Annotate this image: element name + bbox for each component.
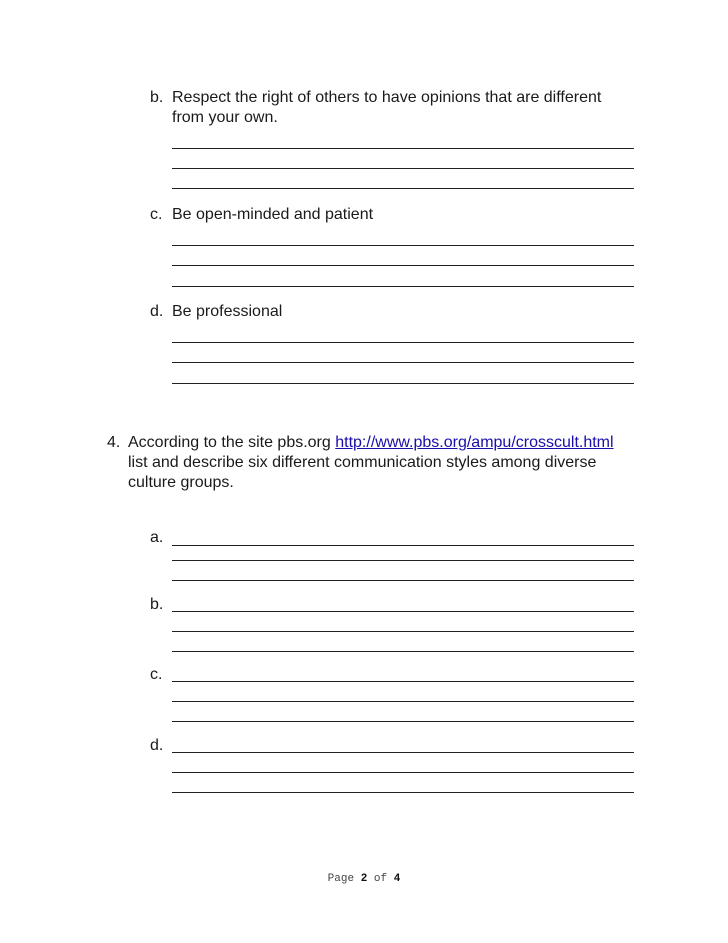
answer-line[interactable]	[172, 383, 634, 384]
answer-line[interactable]	[172, 772, 634, 773]
answer-line[interactable]	[172, 148, 634, 149]
page-footer	[0, 872, 728, 886]
item-c-text: Be open-minded and patient	[172, 206, 374, 223]
answer-line[interactable]	[172, 286, 634, 287]
item-d-letter: d.	[150, 303, 164, 320]
answer-line[interactable]	[172, 168, 634, 169]
question-4-line2: list and describe six different communication styles among diverse	[128, 454, 597, 471]
answer-b-letter: b.	[150, 596, 164, 613]
answer-line[interactable]	[172, 681, 634, 682]
pbs-link[interactable]: http://www.pbs.org/ampu/crosscult.html	[335, 434, 614, 451]
answer-line[interactable]	[172, 631, 634, 632]
answer-line[interactable]	[172, 580, 634, 581]
page-word: Page	[327, 873, 355, 885]
answer-line[interactable]	[172, 188, 634, 189]
answer-line[interactable]	[172, 701, 634, 702]
item-b-letter: b.	[150, 89, 164, 106]
answer-line[interactable]	[172, 752, 634, 753]
answer-d-letter: d.	[150, 737, 164, 754]
current-page-number: 2	[360, 873, 368, 885]
answer-line[interactable]	[172, 362, 634, 363]
answer-line[interactable]	[172, 651, 634, 652]
question-4-prefix: According to the site pbs.org	[128, 434, 336, 451]
answer-line[interactable]	[172, 560, 634, 561]
answer-line[interactable]	[172, 545, 634, 546]
answer-line[interactable]	[172, 265, 634, 266]
answer-line[interactable]	[172, 792, 634, 793]
answer-a-letter: a.	[150, 529, 164, 546]
item-b-text-line2: from your own.	[172, 109, 278, 126]
item-d-text: Be professional	[172, 303, 283, 320]
item-b-text-line1: Respect the right of others to have opinions that are different	[172, 89, 602, 106]
answer-line[interactable]	[172, 721, 634, 722]
item-c-letter: c.	[150, 206, 163, 223]
answer-line[interactable]	[172, 611, 634, 612]
question-number: 4.	[107, 434, 121, 451]
answer-line[interactable]	[172, 245, 634, 246]
total-pages-number: 4	[393, 873, 401, 885]
answer-c-letter: c.	[150, 666, 163, 683]
question-4-line1	[128, 433, 614, 453]
of-word: of	[373, 873, 388, 885]
answer-line[interactable]	[172, 342, 634, 343]
question-4-line3: culture groups.	[128, 474, 234, 491]
